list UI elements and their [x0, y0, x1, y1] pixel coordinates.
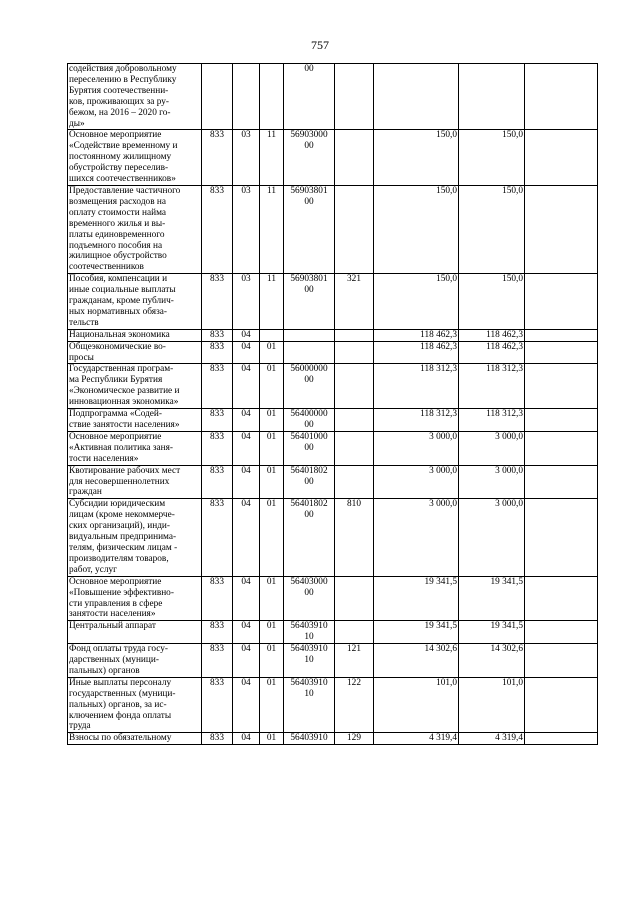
- amount-approved-cell: [459, 644, 525, 678]
- subsection-code-cell: [260, 733, 284, 745]
- section-code-cell: [233, 329, 260, 341]
- expense-type-cell-text: 810: [347, 499, 361, 510]
- ministry-code-cell: [202, 733, 233, 745]
- amount-approved-cell: [459, 274, 525, 330]
- empty-cell: [525, 409, 598, 432]
- ministry-code-cell: [202, 185, 233, 273]
- target-article-cell: [284, 130, 335, 186]
- subsection-code-cell-text: 11: [267, 130, 276, 141]
- row-name-cell-text: Основное мероприятие «Активная политика заня- тости населения»: [69, 431, 174, 464]
- ministry-code-cell-text: 833: [210, 465, 224, 476]
- section-code-cell: [233, 431, 260, 465]
- expense-type-cell-text: 129: [347, 733, 361, 744]
- amount-approved-cell: [459, 341, 525, 364]
- subsection-code-cell-text: 01: [266, 677, 277, 688]
- target-article-cell: [284, 465, 335, 499]
- empty-cell: [525, 677, 598, 733]
- amount-cell-text: 3 000,0: [429, 499, 457, 510]
- target-article-cell-text: 00: [304, 64, 314, 74]
- expense-type-cell: [335, 431, 374, 465]
- ministry-code-cell-text: 833: [210, 130, 224, 141]
- section-code-cell: [233, 465, 260, 499]
- row-name-cell: [68, 644, 202, 678]
- subsection-code-cell: [260, 621, 284, 644]
- expense-type-cell: [335, 621, 374, 644]
- target-article-cell-text: 56401802 00: [290, 499, 328, 521]
- row-name-cell: [68, 130, 202, 186]
- amount-cell-text: 118 462,3: [420, 329, 457, 340]
- row-name-cell: [68, 499, 202, 576]
- amount-cell: [374, 329, 459, 341]
- target-article-cell-text: 56403910 10: [290, 621, 328, 643]
- amount-cell-text: 118 312,3: [420, 409, 457, 420]
- row-name-cell-text: Пособия, компенсации и иные социальные выплаты гражданам, кроме публич- ных нормативных обяза- тельств: [69, 274, 176, 328]
- amount-cell: [374, 274, 459, 330]
- subsection-code-cell-text: 01: [266, 499, 277, 510]
- ministry-code-cell-text: 833: [210, 364, 224, 375]
- amount-cell-text: 4 319,4: [429, 733, 457, 744]
- table-row: [68, 677, 598, 733]
- empty-cell: [525, 576, 598, 621]
- amount-approved-cell-text: 118 312,3: [486, 409, 523, 420]
- expense-type-cell: [335, 576, 374, 621]
- amount-cell: [374, 341, 459, 364]
- subsection-code-cell-text: 01: [266, 733, 277, 744]
- ministry-code-cell: [202, 431, 233, 465]
- ministry-code-cell-text: 833: [210, 499, 224, 510]
- table-row: [68, 64, 598, 130]
- amount-approved-cell: [459, 733, 525, 745]
- target-article-cell-text: 56403910 10: [290, 644, 328, 666]
- amount-cell: [374, 465, 459, 499]
- row-name-cell: [68, 621, 202, 644]
- amount-cell: [374, 733, 459, 745]
- amount-approved-cell: [459, 621, 525, 644]
- section-code-cell-text: 04: [241, 465, 251, 476]
- expense-type-cell: [335, 465, 374, 499]
- amount-approved-cell-text: 118 462,3: [486, 341, 523, 352]
- expense-type-cell: [335, 130, 374, 186]
- ministry-code-cell-text: 833: [210, 644, 224, 655]
- subsection-code-cell: [260, 465, 284, 499]
- empty-cell: [525, 364, 598, 409]
- section-code-cell-text: 04: [241, 576, 251, 587]
- amount-approved-cell-text: 150,0: [502, 130, 523, 141]
- amount-approved-cell: [459, 409, 525, 432]
- table-row: [68, 274, 598, 330]
- section-code-cell-text: 04: [241, 341, 251, 352]
- empty-cell: [525, 733, 598, 745]
- amount-cell: [374, 364, 459, 409]
- expense-type-cell: [335, 499, 374, 576]
- section-code-cell: [233, 64, 260, 130]
- empty-cell: [525, 431, 598, 465]
- empty-cell: [525, 621, 598, 644]
- amount-cell: [374, 677, 459, 733]
- expense-type-cell: [335, 409, 374, 432]
- target-article-cell: [284, 499, 335, 576]
- subsection-code-cell: [260, 274, 284, 330]
- target-article-cell: [284, 364, 335, 409]
- expense-type-cell: [335, 185, 374, 273]
- ministry-code-cell: [202, 130, 233, 186]
- subsection-code-cell-text: 01: [266, 465, 277, 476]
- amount-approved-cell-text: 14 302,6: [490, 644, 523, 655]
- expense-type-cell: [335, 644, 374, 678]
- subsection-code-cell: [260, 185, 284, 273]
- target-article-cell-text: 56903801 00: [290, 185, 328, 207]
- row-name-cell: [68, 677, 202, 733]
- expense-type-cell: [335, 341, 374, 364]
- ministry-code-cell-text: 833: [210, 341, 224, 352]
- subsection-code-cell-text: 01: [266, 644, 277, 655]
- amount-approved-cell: [459, 576, 525, 621]
- ministry-code-cell: [202, 465, 233, 499]
- target-article-cell-text: 56403910 10: [290, 677, 328, 699]
- target-article-cell: [284, 621, 335, 644]
- section-code-cell: [233, 621, 260, 644]
- row-name-cell-text: Предоставление частичного возмещения расходов на оплату стоимости найма временного жилья и вы- платы единовременного подъемного пособия на жилищное обустройство соотечественников: [69, 185, 181, 273]
- empty-cell: [525, 64, 598, 130]
- amount-cell: [374, 409, 459, 432]
- row-name-cell: [68, 431, 202, 465]
- table-row: [68, 644, 598, 678]
- ministry-code-cell: [202, 329, 233, 341]
- subsection-code-cell: [260, 576, 284, 621]
- empty-cell: [525, 465, 598, 499]
- row-name-cell-text: Взносы по обязательному: [69, 733, 172, 744]
- section-code-cell-text: 04: [241, 677, 251, 688]
- amount-cell-text: 150,0: [436, 130, 457, 141]
- target-article-cell-text: 56403000 00: [290, 576, 328, 598]
- subsection-code-cell: [260, 431, 284, 465]
- amount-cell: [374, 431, 459, 465]
- amount-approved-cell-text: 3 000,0: [495, 431, 523, 442]
- ministry-code-cell: [202, 644, 233, 678]
- subsection-code-cell: [260, 644, 284, 678]
- ministry-code-cell: [202, 677, 233, 733]
- subsection-code-cell-text: 11: [267, 185, 276, 196]
- row-name-cell-text: Квотирование рабочих мест для несовершеннолетних граждан: [69, 465, 181, 498]
- section-code-cell-text: 03: [241, 274, 251, 285]
- amount-cell-text: 14 302,6: [424, 644, 457, 655]
- row-name-cell-text: Центральный аппарат: [69, 621, 156, 632]
- empty-cell: [525, 185, 598, 273]
- amount-cell-text: 101,0: [436, 677, 457, 688]
- table-row: [68, 499, 598, 576]
- amount-cell-text: 118 312,3: [420, 364, 457, 375]
- row-name-cell-text: Субсидии юридическим лицам (кроме некоммерче- ских организаций), инди- видуальным предпринима- телям, физическим лицам - производителям товаров, работ, услуг: [69, 499, 178, 575]
- expense-type-cell-text: 121: [347, 644, 361, 655]
- section-code-cell: [233, 677, 260, 733]
- subsection-code-cell-text: 01: [266, 364, 277, 375]
- row-name-cell: [68, 576, 202, 621]
- target-article-cell-text: 56401000 00: [290, 431, 328, 453]
- expense-type-cell: [335, 364, 374, 409]
- subsection-code-cell-text: 01: [266, 621, 277, 632]
- subsection-code-cell: [260, 409, 284, 432]
- section-code-cell: [233, 576, 260, 621]
- empty-cell: [525, 130, 598, 186]
- expense-type-cell: [335, 274, 374, 330]
- ministry-code-cell-text: 833: [210, 185, 224, 196]
- row-name-cell-text: содействия добровольному переселению в Республику Бурятия соотечественни- ков, проживающих за ру- бежом, на 2016 – 2020 го- ды»: [69, 64, 177, 129]
- target-article-cell: [284, 576, 335, 621]
- section-code-cell: [233, 733, 260, 745]
- amount-approved-cell: [459, 431, 525, 465]
- amount-cell-text: 19 341,5: [424, 621, 457, 632]
- section-code-cell: [233, 274, 260, 330]
- amount-approved-cell: [459, 364, 525, 409]
- target-article-cell: [284, 431, 335, 465]
- ministry-code-cell-text: 833: [210, 329, 224, 340]
- empty-cell: [525, 644, 598, 678]
- ministry-code-cell-text: 833: [210, 677, 224, 688]
- table-row: [68, 431, 598, 465]
- section-code-cell: [233, 499, 260, 576]
- ministry-code-cell-text: 833: [210, 274, 224, 285]
- row-name-cell: [68, 409, 202, 432]
- expense-type-cell: [335, 677, 374, 733]
- row-name-cell: [68, 364, 202, 409]
- amount-approved-cell: [459, 677, 525, 733]
- subsection-code-cell: [260, 677, 284, 733]
- ministry-code-cell: [202, 341, 233, 364]
- target-article-cell-text: 56903000 00: [290, 130, 328, 152]
- target-article-cell: [284, 733, 335, 745]
- target-article-cell-text: 56000000 00: [290, 364, 328, 386]
- budget-table: [67, 63, 598, 745]
- section-code-cell-text: 04: [241, 733, 251, 744]
- amount-cell: [374, 644, 459, 678]
- row-name-cell: [68, 64, 202, 130]
- amount-approved-cell: [459, 465, 525, 499]
- table-row: [68, 409, 598, 432]
- row-name-cell: [68, 329, 202, 341]
- amount-approved-cell-text: 118 462,3: [486, 329, 523, 340]
- ministry-code-cell-text: 833: [210, 431, 224, 442]
- ministry-code-cell-text: 833: [210, 409, 224, 420]
- ministry-code-cell: [202, 274, 233, 330]
- row-name-cell-text: Подпрограмма «Содей- ствие занятости населения»: [69, 409, 180, 430]
- target-article-cell-text: 56403910: [290, 733, 328, 744]
- amount-approved-cell-text: 101,0: [502, 677, 523, 688]
- amount-cell-text: 150,0: [436, 185, 457, 196]
- section-code-cell-text: 04: [241, 409, 251, 420]
- row-name-cell-text: Фонд оплаты труда госу- дарственных (муници- пальных) органов: [69, 644, 168, 676]
- section-code-cell-text: 04: [241, 364, 251, 375]
- amount-cell: [374, 576, 459, 621]
- section-code-cell: [233, 364, 260, 409]
- expense-type-cell: [335, 329, 374, 341]
- section-code-cell: [233, 185, 260, 273]
- expense-type-cell-text: 321: [347, 274, 361, 285]
- amount-cell: [374, 185, 459, 273]
- table-row: [68, 130, 598, 186]
- row-name-cell-text: Государственная програм- ма Республики Бурятия «Экономическое развитие и инновационная экономика»: [69, 364, 180, 408]
- table-row: [68, 329, 598, 341]
- ministry-code-cell: [202, 364, 233, 409]
- row-name-cell-text: Основное мероприятие «Повышение эффективно- сти управления в сфере занятости населения»: [69, 576, 174, 620]
- target-article-cell-text: 56903801 00: [290, 274, 328, 296]
- subsection-code-cell-text: 11: [267, 274, 276, 285]
- ministry-code-cell-text: 833: [210, 621, 224, 632]
- amount-approved-cell-text: 3 000,0: [495, 465, 523, 476]
- table-row: [68, 341, 598, 364]
- target-article-cell-text: 56400000 00: [290, 409, 328, 430]
- table-row: [68, 576, 598, 621]
- subsection-code-cell: [260, 364, 284, 409]
- row-name-cell-text: Иные выплаты персоналу государственных (муници- пальных) органов, за ис- ключением фонда оплаты труда: [69, 677, 176, 732]
- amount-approved-cell: [459, 499, 525, 576]
- row-name-cell: [68, 465, 202, 499]
- row-name-cell: [68, 185, 202, 273]
- amount-approved-cell-text: 19 341,5: [490, 621, 523, 632]
- ministry-code-cell-text: 833: [210, 576, 224, 587]
- target-article-cell: [284, 677, 335, 733]
- section-code-cell-text: 04: [241, 644, 251, 655]
- amount-approved-cell: [459, 64, 525, 130]
- expense-type-cell: [335, 733, 374, 745]
- table-row: [68, 185, 598, 273]
- budget-table-body: [68, 64, 598, 745]
- section-code-cell: [233, 341, 260, 364]
- section-code-cell-text: 04: [241, 499, 251, 510]
- target-article-cell: [284, 644, 335, 678]
- amount-cell: [374, 130, 459, 186]
- amount-cell-text: 3 000,0: [429, 465, 457, 476]
- section-code-cell-text: 03: [241, 185, 251, 196]
- amount-cell: [374, 621, 459, 644]
- table-row: [68, 364, 598, 409]
- amount-cell: [374, 64, 459, 130]
- subsection-code-cell: [260, 64, 284, 130]
- amount-approved-cell: [459, 185, 525, 273]
- amount-approved-cell-text: 4 319,4: [495, 733, 523, 744]
- subsection-code-cell: [260, 329, 284, 341]
- amount-cell: [374, 499, 459, 576]
- row-name-cell: [68, 733, 202, 745]
- subsection-code-cell-text: 01: [266, 341, 277, 352]
- amount-approved-cell: [459, 329, 525, 341]
- amount-approved-cell-text: 3 000,0: [495, 499, 523, 510]
- row-name-cell: [68, 341, 202, 364]
- ministry-code-cell: [202, 499, 233, 576]
- target-article-cell: [284, 64, 335, 130]
- target-article-cell-text: 56401802 00: [290, 465, 328, 487]
- amount-approved-cell: [459, 130, 525, 186]
- subsection-code-cell: [260, 341, 284, 364]
- subsection-code-cell: [260, 499, 284, 576]
- subsection-code-cell-text: 01: [266, 409, 277, 420]
- row-name-cell-text: Основное мероприятие «Содействие временному и постоянному жилищному обустройству переселив- шихся соотечественников»: [69, 130, 178, 185]
- amount-cell-text: 19 341,5: [424, 576, 457, 587]
- section-code-cell-text: 04: [241, 329, 251, 340]
- section-code-cell-text: 04: [241, 621, 251, 632]
- ministry-code-cell: [202, 64, 233, 130]
- row-name-cell-text: Общеэкономические во- просы: [69, 341, 166, 363]
- amount-approved-cell-text: 150,0: [502, 185, 523, 196]
- subsection-code-cell-text: 01: [266, 431, 277, 442]
- section-code-cell: [233, 644, 260, 678]
- section-code-cell: [233, 409, 260, 432]
- row-name-cell: [68, 274, 202, 330]
- empty-cell: [525, 329, 598, 341]
- target-article-cell: [284, 329, 335, 341]
- target-article-cell: [284, 185, 335, 273]
- section-code-cell-text: 03: [241, 130, 251, 141]
- amount-cell-text: 150,0: [436, 274, 457, 285]
- empty-cell: [525, 499, 598, 576]
- amount-approved-cell-text: 150,0: [502, 274, 523, 285]
- table-row: [68, 621, 598, 644]
- page-number: 757: [311, 38, 329, 52]
- empty-cell: [525, 341, 598, 364]
- table-row: [68, 465, 598, 499]
- amount-approved-cell-text: 19 341,5: [490, 576, 523, 587]
- target-article-cell: [284, 409, 335, 432]
- section-code-cell: [233, 130, 260, 186]
- section-code-cell-text: 04: [241, 431, 251, 442]
- table-row: [68, 733, 598, 745]
- amount-cell-text: 3 000,0: [429, 431, 457, 442]
- target-article-cell: [284, 341, 335, 364]
- expense-type-cell-text: 122: [347, 677, 361, 688]
- ministry-code-cell: [202, 409, 233, 432]
- target-article-cell: [284, 274, 335, 330]
- amount-cell-text: 118 462,3: [420, 341, 457, 352]
- subsection-code-cell: [260, 130, 284, 186]
- subsection-code-cell-text: 01: [266, 576, 277, 587]
- empty-cell: [525, 274, 598, 330]
- row-name-cell-text: Национальная экономика: [69, 329, 170, 340]
- ministry-code-cell: [202, 576, 233, 621]
- ministry-code-cell: [202, 621, 233, 644]
- amount-approved-cell-text: 118 312,3: [486, 364, 523, 375]
- ministry-code-cell-text: 833: [210, 733, 224, 744]
- expense-type-cell: [335, 64, 374, 130]
